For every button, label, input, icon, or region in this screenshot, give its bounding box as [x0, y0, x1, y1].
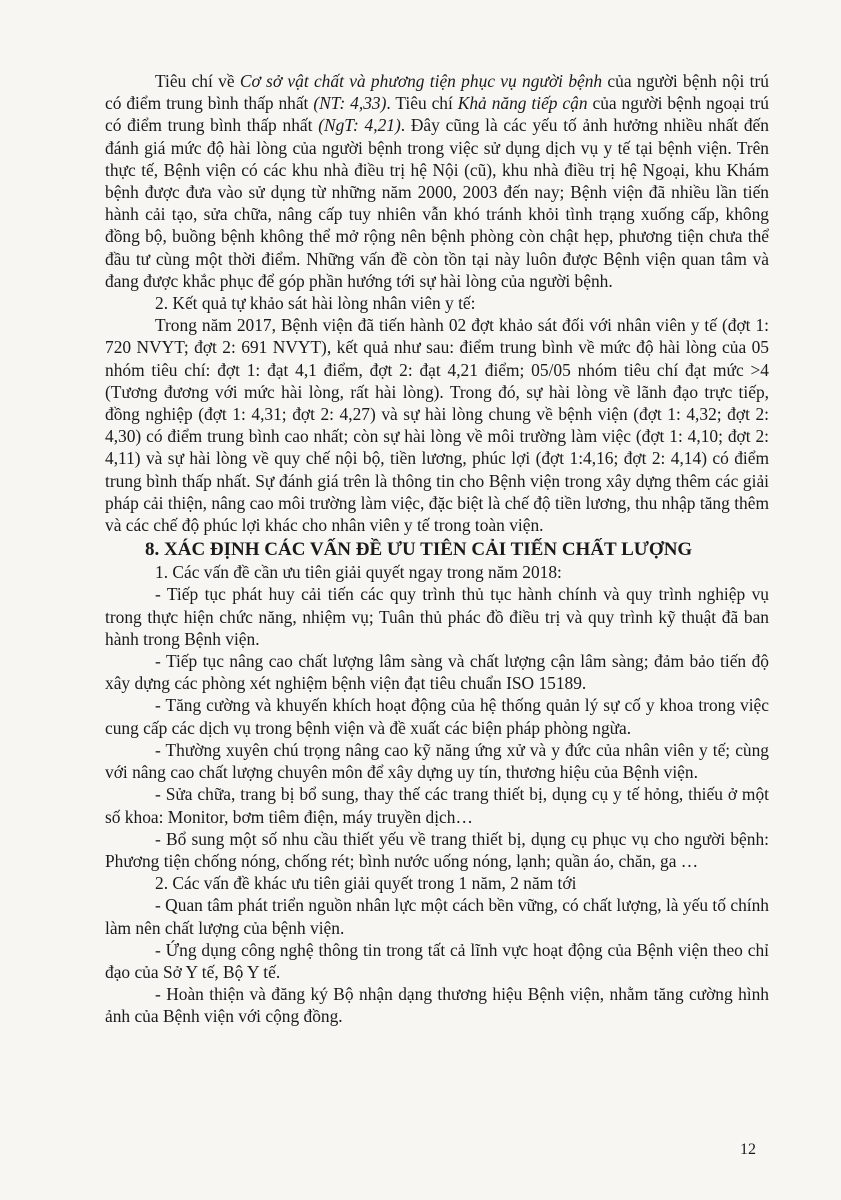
- list-item: - Tiếp tục nâng cao chất lượng lâm sàng và chất lượng cận lâm sàng; đảm bảo tiến độ xây dựng các phòng xét nghiệm bệnh viện đạt tiêu chuẩn ISO 15189.: [105, 651, 769, 694]
- list-item: - Bổ sung một số nhu cầu thiết yếu về trang thiết bị, dụng cụ phục vụ cho người bệnh: Phương tiện chống nóng, chống rét; bình nước uống nóng, lạnh; quần áo, chăn, ga …: [105, 828, 769, 871]
- section-heading: 8. XÁC ĐỊNH CÁC VẤN ĐỀ ƯU TIÊN CẢI TIẾN CHẤT LƯỢNG: [145, 539, 693, 561]
- subheading-priority-later: 2. Các vấn đề khác ưu tiên giải quyết trong 1 năm, 2 năm tới: [155, 873, 577, 894]
- subheading-priority-2018: 1. Các vấn đề cần ưu tiên giải quyết ngay trong năm 2018:: [155, 562, 562, 583]
- paragraph-staff-survey: Trong năm 2017, Bệnh viện đã tiến hành 02 đợt khảo sát đối với nhân viên y tế (đợt 1: 720 NVYT; đợt 2: 691 NVYT), kết quả như sau: điểm trung bình về mức độ hài lòng của 05 nhóm tiêu chí: đợt 1: đạt 4,1 điểm, đợt 2: đạt 4,21 điểm; 05/05 nhóm tiêu chí đạt mức >4 (Tương đương với mức hài lòng, rất hài lòng). Trong đó, sự hài lòng về lãnh đạo trực tiếp, đồng nghiệp (đợt 1: 4,31; đợt 2: 4,27) và sự hài lòng chung về bệnh viện (đợt 1: 4,32; đợt 2: 4,30) có điểm trung bình cao nhất; còn sự hài lòng về môi trường làm việc (đợt 1: 4,10; đợt 2: 4,11) và sự hài lòng về quy chế nội bộ, tiền lương, phúc lợi (đợt 1:4,16; đợt 2: 4,14) có điểm trung bình thấp nhất. Sự đánh giá trên là thông tin cho Bệnh viện trong xây dựng thêm các giải pháp cải thiện, nâng cao môi trường làm việc, đặc biệt là chế độ tiền lương, thu nhập tăng thêm và các chế độ phúc lợi khác cho nhân viên y tế trong toàn viện.: [105, 315, 769, 536]
- list-item: - Hoàn thiện và đăng ký Bộ nhận dạng thương hiệu Bệnh viện, nhằm tăng cường hình ảnh của Bệnh viện với cộng đồng.: [105, 984, 769, 1027]
- subheading-staff-survey: 2. Kết quả tự khảo sát hài lòng nhân viên y tế:: [155, 293, 476, 314]
- list-item: - Quan tâm phát triển nguồn nhân lực một cách bền vững, có chất lượng, là yếu tố chính làm nên chất lượng của bệnh viện.: [105, 895, 769, 938]
- list-item: - Sửa chữa, trang bị bổ sung, thay thế các trang thiết bị, dụng cụ y tế hỏng, thiếu ở một số khoa: Monitor, bơm tiêm điện, máy truyền dịch…: [105, 784, 769, 827]
- list-item: - Thường xuyên chú trọng nâng cao kỹ năng ứng xử và y đức của nhân viên y tế; cùng với nâng cao chất lượng chuyên môn để xây dựng uy tín, thương hiệu của Bệnh viện.: [105, 739, 769, 783]
- page-number: 12: [740, 1141, 756, 1158]
- document-body: [105, 70, 769, 1028]
- paragraph-inpatient-criteria: Tiêu chí về Cơ sở vật chất và phương tiện phục vụ người bệnh của người bệnh nội trú có điểm trung bình thấp nhất (NT: 4,33). Tiêu chí Khả năng tiếp cận của người bệnh ngoại trú có điểm trung bình thấp nhất (NgT: 4,21). Đây cũng là các yếu tố ảnh hưởng nhiều nhất đến đánh giá mức độ hài lòng của người bệnh trong việc sử dụng dịch vụ y tế tại bệnh viện. Trên thực tế, Bệnh viện có các khu nhà điều trị hệ Nội (cũ), khu nhà điều trị hệ Ngoại, khu Khám bệnh được đưa vào sử dụng từ những năm 2000, 2003 đến nay; Bệnh viện đã nhiều lần tiến hành cải tạo, sửa chữa, nâng cấp tuy nhiên vẫn khó tránh khỏi tình trạng xuống cấp, không đồng bộ, buồng bệnh không thể mở rộng nên bệnh phòng còn chật hẹp, phương tiện chưa thể đầu tư cùng một thời điểm. Những vấn đề còn tồn tại này luôn được Bệnh viện quan tâm và đang được khắc phục để góp phần hướng tới sự hài lòng của người bệnh.: [105, 71, 769, 291]
- list-item: - Tiếp tục phát huy cải tiến các quy trình thủ tục hành chính và quy trình nghiệp vụ trong thực hiện chức năng, nhiệm vụ; Tuân thủ phác đồ điều trị và quy trình kỹ thuật đã ban hành trong Bệnh viện.: [105, 584, 769, 649]
- list-item: - Ứng dụng công nghệ thông tin trong tất cả lĩnh vực hoạt động của Bệnh viện theo chỉ đạo của Sở Y tế, Bộ Y tế.: [105, 939, 769, 982]
- list-item: - Tăng cường và khuyến khích hoạt động của hệ thống quản lý sự cố y khoa trong việc cung cấp các dịch vụ trong bệnh viện và đề xuất các biện pháp phòng ngừa.: [105, 695, 769, 738]
